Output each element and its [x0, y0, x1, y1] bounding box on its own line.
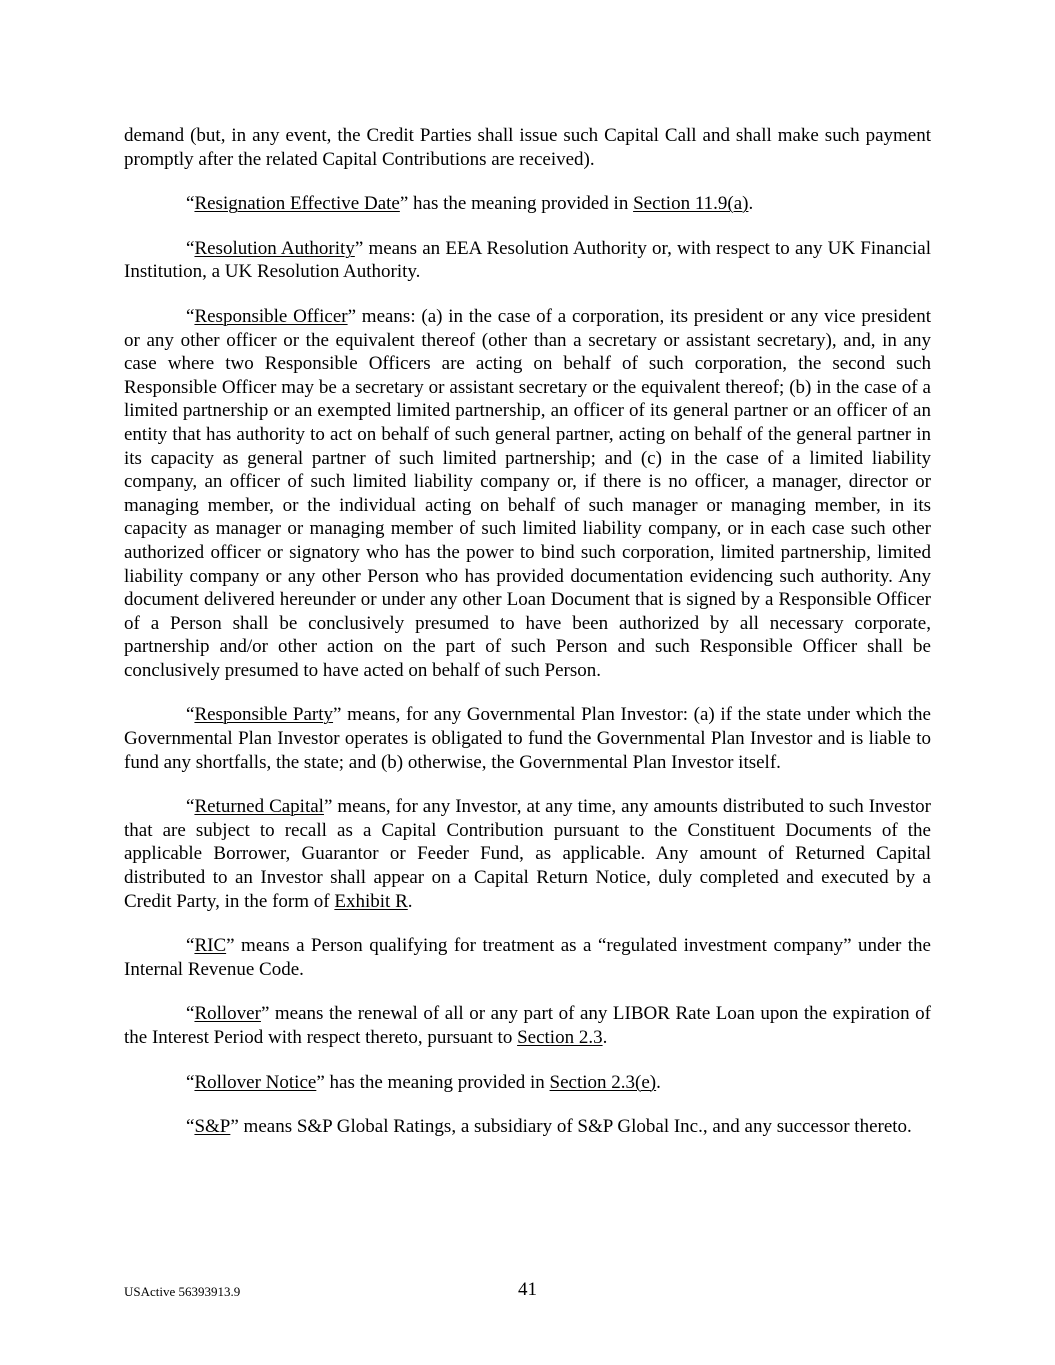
- definition-tail: .: [602, 1027, 608, 1048]
- definition-body: means, for any Governmental Plan Investor: (a) if the state under which the Governmental Plan Investor operates is obligated to fund the Governmental Plan Investor and is liable to fund any shortfalls, the state; and (b) otherwise, the Governmental Plan Investor itself.: [124, 704, 931, 773]
- definition-responsible-officer: [124, 305, 931, 683]
- definition-rollover: [124, 1002, 931, 1049]
- defined-term: Rollover Notice: [194, 1071, 317, 1093]
- defined-term: S&P: [194, 1116, 231, 1138]
- open-quote: “: [186, 1116, 195, 1138]
- definition-body: means, for any Investor, at any time, any amounts distributed to such Investor that are subject to recall as a Capital Contribution pursuant to the Constituent Documents of the applicable Borrower, Guarantor or Feeder Fund, as applicable. Any amount of Returned Capital distributed to an Investor shall appear on a Capital Return Notice, duly completed and executed by a Credit Party, in the form of: [124, 796, 931, 912]
- open-quote: “: [186, 796, 195, 818]
- cross-reference-link[interactable]: Exhibit R: [334, 890, 408, 912]
- definition-tail: .: [407, 890, 413, 912]
- page-body: [124, 124, 931, 1160]
- definition-returned-capital: [124, 795, 931, 913]
- close-quote: ”: [226, 935, 235, 957]
- close-quote: ”: [354, 237, 364, 259]
- continuation-text: demand (but, in any event, the Credit Parties shall issue such Capital Call and shall make such payment promptly after the related Capital Contributions are received).: [124, 125, 931, 170]
- open-quote: “: [186, 1003, 195, 1025]
- continuation-paragraph: [124, 124, 931, 171]
- definition-body: means the renewal of all or any part of any LIBOR Rate Loan upon the expiration of the Interest Period with respect thereto, pursuant to: [124, 1003, 931, 1048]
- definition-rollover-notice: [124, 1071, 931, 1095]
- close-quote: ”: [323, 796, 333, 818]
- definition-body: means an EEA Resolution Authority or, with respect to any UK Financial Institution, a UK Resolution Authority.: [124, 237, 931, 283]
- close-quote: ”: [399, 193, 409, 215]
- open-quote: “: [186, 1071, 195, 1093]
- close-quote: ”: [260, 1003, 270, 1025]
- page-number: 41: [518, 1279, 537, 1300]
- cross-reference-link[interactable]: Section 11.9(a): [633, 193, 749, 215]
- defined-term: Returned Capital: [194, 796, 324, 818]
- definition-s-and-p: [124, 1115, 931, 1139]
- close-quote: ”: [347, 305, 357, 327]
- open-quote: “: [186, 193, 195, 215]
- definition-body: means S&P Global Ratings, a subsidiary of S&P Global Inc., and any successor thereto.: [238, 1116, 912, 1138]
- definition-body: has the meaning provided in: [324, 1071, 550, 1093]
- definition-body: means a Person qualifying for treatment as a “regulated investment company” under the Internal Revenue Code.: [124, 935, 931, 980]
- close-quote: ”: [333, 704, 342, 726]
- open-quote: “: [186, 935, 195, 957]
- defined-term: Responsible Party: [194, 704, 334, 726]
- definition-tail: .: [748, 193, 754, 215]
- definition-resignation-effective-date: [124, 192, 931, 216]
- open-quote: “: [186, 704, 195, 726]
- footer-document-id: USActive 56393913.9: [124, 1284, 241, 1299]
- defined-term: Resolution Authority: [194, 237, 355, 259]
- defined-term: Resignation Effective Date: [194, 193, 400, 215]
- definition-ric: [124, 934, 931, 981]
- close-quote: ”: [316, 1071, 325, 1093]
- definition-body: means: (a) in the case of a corporation, its president or any vice president or any other officer or the equivalent thereof (other than a secretary or assistant secretary), and, in any case where two Responsible Officers are acting on behalf of such corporation, the second such Responsible Officer may be a secretary or assistant secretary or the equivalent thereof; (b) in the case of a limited partnership or an exempted limited partnership, an officer of its general partner or an officer of an entity that has authority to act on behalf of such general partner, acting on behalf of the general partner in its capacity as general partner of such limited partnership; and (c) in the case of a limited liability company, an officer of such limited liability company or, if there is no officer, a manager, director or managing member, or the individual acting on behalf of such manager or managing member, in its capacity as manager or managing member of such limited liability company, or in each case such other authorized officer or signatory who has the power to bind such corporation, limited partnership, limited liability company or any other Person who has provided documentation evidencing such authority. Any document delivered hereunder or under any other Loan Document that is signed by a Responsible Officer of a Person shall be conclusively presumed to have been authorized by all necessary corporate, partnership and/or other action on the part of such Person and such Responsible Officer shall be conclusively presumed to have acted on behalf of such Person.: [124, 305, 932, 681]
- cross-reference-link[interactable]: Section 2.3(e): [549, 1071, 657, 1093]
- close-quote: ”: [230, 1116, 239, 1138]
- open-quote: “: [186, 305, 195, 327]
- definition-body: has the meaning provided in: [408, 193, 634, 215]
- open-quote: “: [186, 237, 195, 259]
- definition-tail: .: [656, 1071, 661, 1093]
- cross-reference-link[interactable]: Section 2.3: [517, 1027, 603, 1048]
- definition-resolution-authority: [124, 237, 931, 284]
- defined-term: Rollover: [194, 1003, 261, 1025]
- defined-term: Responsible Officer: [194, 305, 348, 327]
- defined-term: RIC: [194, 935, 227, 957]
- definition-responsible-party: [124, 703, 931, 774]
